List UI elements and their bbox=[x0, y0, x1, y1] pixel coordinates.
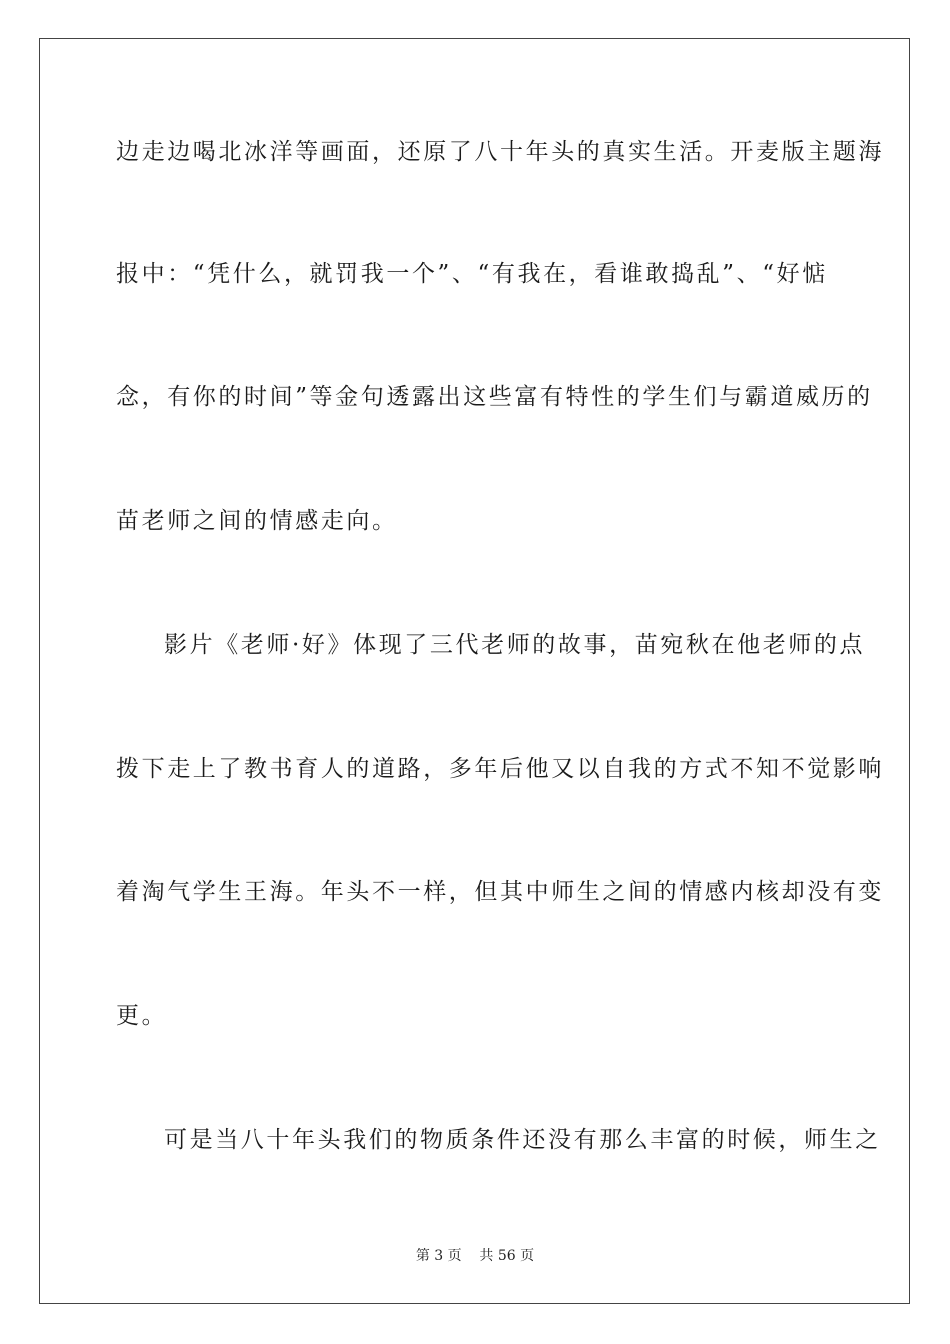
page-number-footer: 第 3 页 共 56 页 bbox=[415, 1248, 535, 1264]
paragraph-line-8: 更。 bbox=[116, 1003, 168, 1029]
paragraph-line-2: 报中：“凭什么，就罚我一个”、“有我在，看谁敢捣乱”、“好惦 bbox=[116, 261, 828, 287]
paragraph-line-6: 拨下走上了教书育人的道路，多年后他又以自我的方式不知不觉影响 bbox=[116, 756, 884, 782]
paragraph-line-7: 着淘气学生王海。年头不一样，但其中师生之间的情感内核却没有变 bbox=[116, 879, 884, 905]
page-border bbox=[39, 38, 910, 1304]
paragraph-line-9: 可是当八十年头我们的物质条件还没有那么丰富的时候，师生之 bbox=[164, 1127, 881, 1153]
paragraph-line-3: 念，有你的时间”等金句透露出这些富有特性的学生们与霸道威历的 bbox=[116, 384, 873, 410]
paragraph-line-1: 边走边喝北冰洋等画面，还原了八十年头的真实生活。开麦版主题海 bbox=[116, 139, 884, 165]
paragraph-line-5: 影片《老师·好》体现了三代老师的故事，苗宛秋在他老师的点 bbox=[164, 632, 866, 658]
paragraph-line-4: 苗老师之间的情感走向。 bbox=[116, 508, 398, 534]
